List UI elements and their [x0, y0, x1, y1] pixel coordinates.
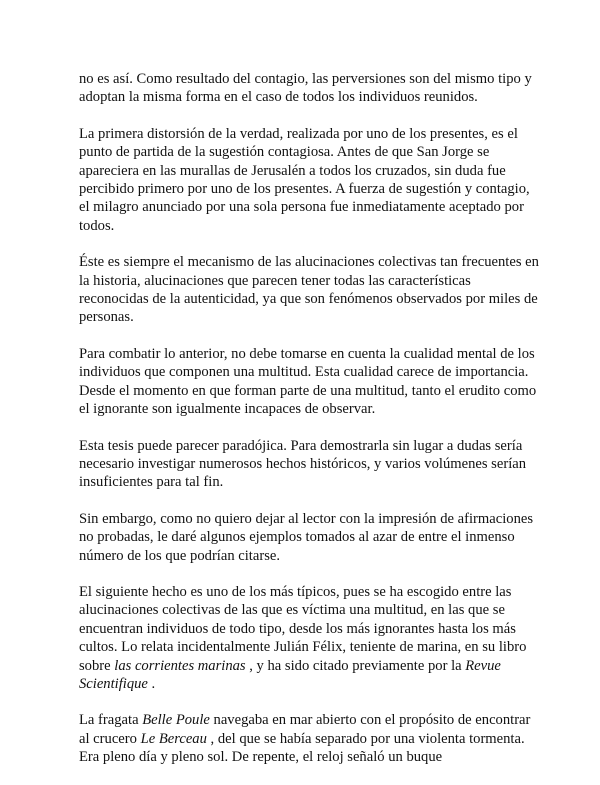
- paragraph-7-text-c: , y ha sido citado previamente por la: [245, 657, 466, 674]
- book-title-italic: las corrientes marinas: [114, 657, 246, 674]
- document-page: [79, 70, 539, 785]
- paragraph-6: Sin embargo, como no quiero dejar al lector con la impresión de afirmaciones no probadas, le daré algunos ejemplos tomados al azar de entre el inmenso número de los que podrían citarse.: [79, 510, 534, 564]
- paragraph-7-text-e: .: [147, 675, 156, 692]
- paragraph-5: Esta tesis puede parecer paradójica. Para demostrarla sin lugar a dudas sería necesario investigar numerosos hechos históricos, y varios volúmenes serían insuficientes para tal fin.: [79, 437, 527, 491]
- paragraph-1: no es así. Como resultado del contagio, las perversiones son del mismo tipo y adoptan la misma forma en el caso de todos los individuos reunidos.: [79, 71, 532, 106]
- journal-title-italic: Revue Scientifique: [79, 657, 501, 692]
- paragraph-7-text-a: El siguiente hecho es uno de los más típicos, pues se ha escogido entre las alucinaciones colectivas de las que es víctima una multitud, en las que se encuentran individuos de todo tipo, desde los más ignorantes hasta los más cultos. Lo relata incidentalmente Julián Félix, teniente de marina, en su libro sobre: [79, 583, 527, 674]
- paragraph-8: [79, 711, 539, 766]
- paragraph-3: Éste es siempre el mecanismo de las alucinaciones colectivas tan frecuentes en la historia, alucinaciones que parecen tener todas las características reconocidas de la autenticidad, ya que son fenómenos observados por miles de personas.: [79, 254, 539, 326]
- paragraph-8-text-c: navegaba en mar abierto con el propósito de encontrar al crucero: [79, 712, 531, 747]
- cruiser-name-italic: Le Berceau: [140, 730, 207, 747]
- paragraph-8-text-a: La fragata: [79, 712, 143, 729]
- paragraph-7: [79, 583, 539, 693]
- paragraph-8-text-e: , del que se había separado por una violenta tormenta. Era pleno día y pleno sol. De repente, el reloj señaló un buque: [79, 730, 525, 766]
- paragraph-2: La primera distorsión de la verdad, realizada por uno de los presentes, es el punto de partida de la sugestión contagiosa. Antes de que San Jorge se apareciera en las murallas de Jerusalén a todos los cruzados, sin duda fue percibido primero por uno de los presentes. A fuerza de sugestión y contagio, el milagro anunciado por una sola persona fue inmediatamente aceptado por todos.: [79, 125, 530, 234]
- ship-name-italic: Belle Poule: [142, 712, 210, 729]
- paragraph-4: Para combatir lo anterior, no debe tomarse en cuenta la cualidad mental de los individuos que componen una multitud. Esta cualidad carece de importancia. Desde el momento en que forman parte de una multitud, tanto el erudito como el ignorante son igualmente incapaces de observar.: [79, 345, 537, 418]
